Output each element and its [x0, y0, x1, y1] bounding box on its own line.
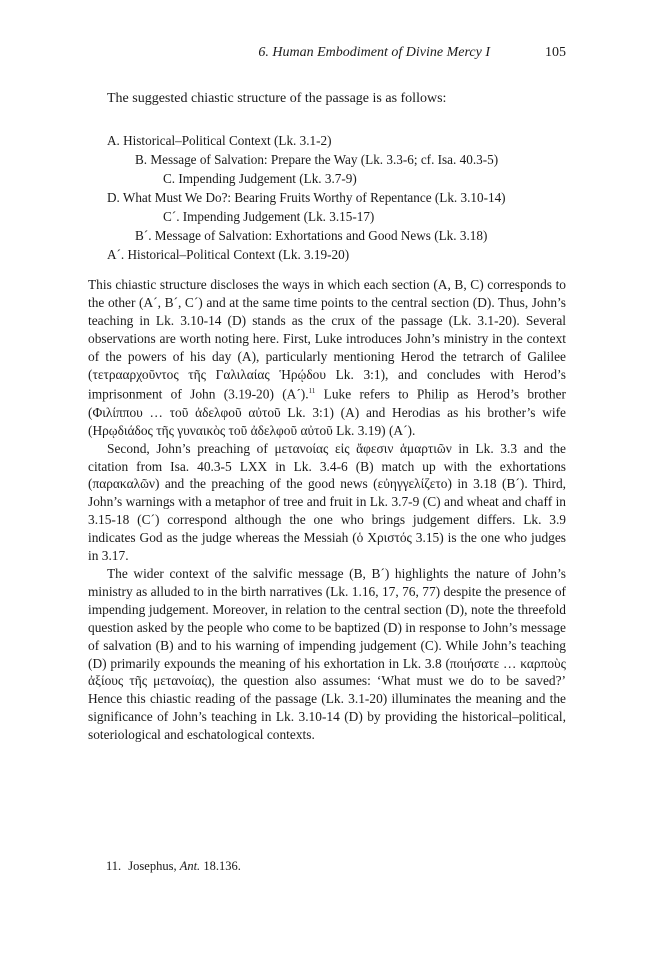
body-text — [88, 276, 566, 744]
outline-item-d: D. What Must We Do?: Bearing Fruits Worthy of Repentance (Lk. 3.10-14) — [107, 190, 506, 205]
outline-item-a: A. Historical–Political Context (Lk. 3.1-2) — [107, 133, 332, 148]
intro-sentence: The suggested chiastic structure of the passage is as follows: — [107, 91, 447, 106]
footnote-author: Josephus, — [128, 859, 177, 873]
outline-item-a-prime: A´. Historical–Political Context (Lk. 3.19-20) — [107, 247, 350, 262]
footnote-marker[interactable]: 11 — [308, 387, 316, 396]
footnote-number: 11. — [106, 859, 122, 873]
outline-item-b-prime: B´. Message of Salvation: Exhortations and Good News (Lk. 3.18) — [135, 228, 488, 243]
outline-item-c-prime: C´. Impending Judgement (Lk. 3.15-17) — [163, 209, 375, 224]
footnote-work-title: Ant. — [179, 859, 201, 873]
outline-item-b: B. Message of Salvation: Prepare the Way (Lk. 3.3-6; cf. Isa. 40.3-5) — [135, 152, 499, 167]
paragraph-1-part-a: This chiastic structure discloses the ways in which each section (A, B, C) corresponds to the other (A´, B´, C´) and at the same time points to the central section (D). Thus, John’s teaching in Lk. 3.10-14 (D) stands as the crux of the passage (Lk. 3.1-20). Several observations are worth noting here. First, Luke introduces John’s ministry in the context of the powers of his day (A), particularly mentioning Herod the tetrarch of Galilee (τετρααρχοῦντος τῆς Γαλιλαίας Ἡρῴδου Lk. 3:1), and concludes with Herod’s imprisonment of John (3.19-20) (A´). — [88, 277, 566, 402]
paragraph-2: Second, John’s preaching of μετανοίας εἰς ἄφεσιν ἁμαρτιῶν in Lk. 3.3 and the citation from Isa. 40.3-5 LXX in Lk. 3.4-6 (B) match up with the exhortations (παρακαλῶν) and the preaching of the good news (εὐηγγελίζετο) in 3.18 (B´). Third, John’s warnings with a metaphor of tree and fruit in Lk. 3.7-9 (C) and wheat and chaff in 3.15-18 (C´) correspond although the one who brings judgement differs. Lk. 3.9 indicates God as the judge whereas the Messiah (ὁ Χριστός 3.15) is the one who judges in 3.17. — [88, 440, 566, 564]
paragraph-1 — [88, 276, 566, 440]
footnote-11 — [106, 858, 241, 874]
chiastic-outline — [107, 131, 506, 264]
paragraph-3: The wider context of the salvific message (B, B´) highlights the nature of John’s ministry as alluded to in the birth narratives (Lk. 1.16, 17, 76, 77) despite the presence of impending judgement. Moreover, in relation to the central section (D), note the threefold question asked by the people who come to be baptized (D) in response to John’s message of salvation (B) and to his warning of impending judgement (C). While John’s teaching (D) primarily expounds the meaning of his exhortation in Lk. 3.8 (ποιήσατε … καρποὺς ἀξίους τῆς μετανοίας), the question also assumes: ‘What must we do to be saved?’ Hence this chiastic reading of the passage (Lk. 3.1-20) illuminates the meaning and the significance of John’s teaching in Lk. 3.10-14 (D) by providing the historical–political, soteriological and eschatological contexts. — [88, 565, 566, 743]
running-head-title: 6. Human Embodiment of Divine Mercy I — [258, 45, 490, 60]
page-number: 105 — [545, 45, 566, 60]
outline-item-c: C. Impending Judgement (Lk. 3.7-9) — [163, 171, 357, 186]
paragraph-1-part-b: Luke refers to Philip as Herod’s brother (Φιλίππου … τοῦ ἀδελφοῦ αὐτοῦ Lk. 3:1) (A) and Herodias as his brother’s wife (Ηρῳδιάδος τῆς γυναικὸς τοῦ ἀδελφοῦ αὐτοῦ Lk. 3.19) (A´). — [88, 386, 567, 438]
footnote-reference: 18.136. — [203, 859, 241, 873]
